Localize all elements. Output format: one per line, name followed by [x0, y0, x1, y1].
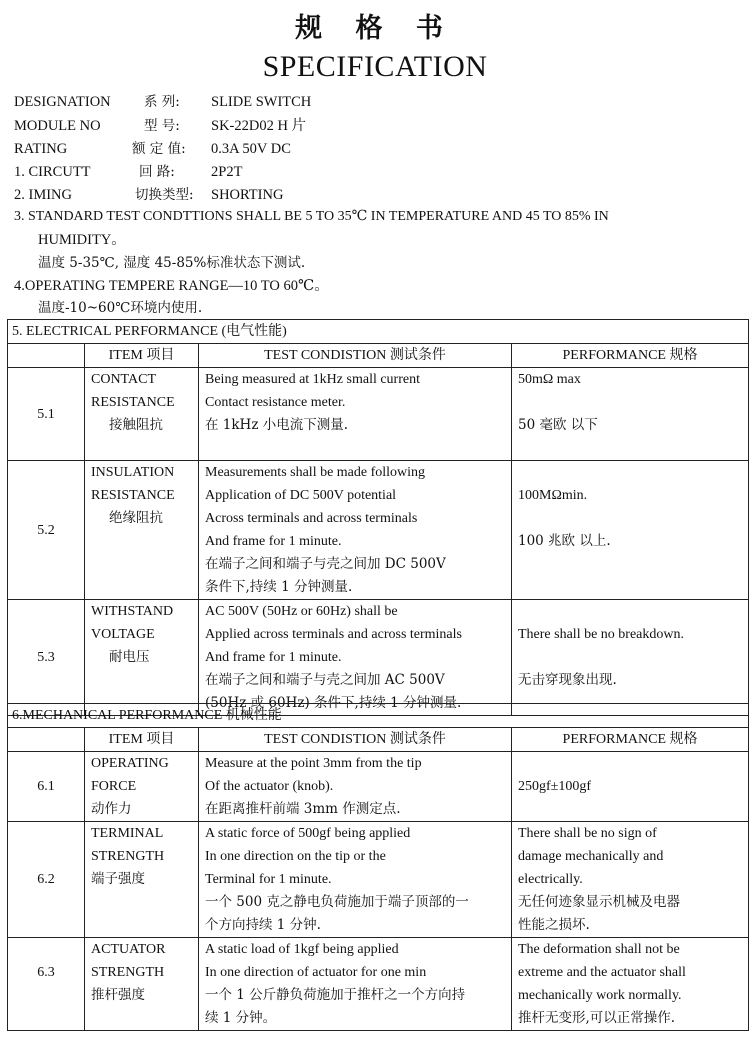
designation-value: SLIDE SWITCH	[211, 94, 312, 110]
performance-text: 250gf±100gf	[518, 779, 592, 794]
performance-cell	[512, 368, 749, 461]
item-text-cn: 绝缘阻抗	[109, 510, 163, 526]
header-item: ITEM 项目	[85, 344, 199, 368]
operating-temp-cn: 温度-10~60℃环境内使用.	[38, 300, 203, 316]
electrical-performance-table	[7, 319, 749, 716]
condition-cell	[199, 368, 512, 461]
document-title-cn: 规 格 书	[295, 13, 455, 44]
document-title-en: SPECIFICATION	[262, 50, 488, 83]
performance-text: damage mechanically and	[518, 849, 664, 864]
performance-cell	[512, 752, 749, 822]
row-number: 5.2	[8, 461, 85, 600]
condition-text: A static load of 1kgf being applied	[205, 942, 399, 957]
circuit-cn-label: 回 路:	[139, 164, 175, 180]
circuit-label: 1. CIRCUTT	[14, 164, 91, 180]
condition-text-cn: 在距离推杆前端 3mm 作测定点.	[205, 801, 401, 817]
performance-text-cn: 无击穿现象出现.	[518, 672, 617, 688]
condition-text: Measure at the point 3mm from the tip	[205, 756, 422, 771]
mechanical-section-title: 6.MECHANICAL PERFORMANCE 机械性能	[8, 704, 749, 728]
table-header-row	[8, 728, 749, 752]
row-number: 6.3	[8, 938, 85, 1031]
circuit-value: 2P2T	[211, 164, 243, 180]
module-value: SK-22D02 H 片	[211, 118, 307, 134]
item-text-cn: 动作力	[91, 801, 132, 817]
table-row	[8, 368, 749, 461]
condition-text: AC 500V (50Hz or 60Hz) shall be	[205, 604, 398, 619]
rating-value: 0.3A 50V DC	[211, 141, 291, 157]
performance-text-cn: 性能之损坏.	[518, 917, 590, 933]
designation-label: DESIGNATION	[14, 94, 111, 110]
performance-cell	[512, 822, 749, 938]
condition-text-cn: 个方向持续 1 分钟.	[205, 917, 321, 933]
item-cell	[85, 368, 199, 461]
item-text: RESISTANCE	[91, 395, 175, 410]
condition-cell	[199, 600, 512, 716]
header-item: ITEM 项目	[85, 728, 199, 752]
performance-cell	[512, 461, 749, 600]
item-text: FORCE	[91, 779, 137, 794]
condition-text-cn: 条件下,持续 1 分钟测量.	[205, 579, 353, 595]
test-conditions-line-2: HUMIDITY。	[38, 232, 126, 248]
item-text-cn: 端子强度	[91, 871, 145, 887]
condition-text: Terminal for 1 minute.	[205, 872, 332, 887]
condition-text-cn: 续 1 分钟。	[205, 1010, 277, 1026]
condition-text: Application of DC 500V potential	[205, 488, 397, 503]
table-row	[8, 752, 749, 822]
performance-text: mechanically work normally.	[518, 988, 682, 1003]
header-condition: TEST CONDISTION 测试条件	[199, 344, 512, 368]
module-label: MODULE NO	[14, 118, 101, 134]
header-num	[8, 344, 85, 368]
condition-text: Applied across terminals and across terminals	[205, 627, 462, 642]
item-cell	[85, 938, 199, 1031]
performance-cell	[512, 938, 749, 1031]
table-header-row	[8, 344, 749, 368]
mechanical-performance-table	[7, 703, 749, 1031]
item-text: STRENGTH	[91, 965, 165, 980]
item-text: STRENGTH	[91, 849, 165, 864]
condition-text: And frame for 1 minute.	[205, 650, 342, 665]
condition-cell	[199, 752, 512, 822]
performance-text: extreme and the actuator shall	[518, 965, 686, 980]
performance-text-cn: 100 兆欧 以上.	[518, 533, 611, 549]
condition-text: In one direction on the tip or the	[205, 849, 386, 864]
performance-text: 100MΩmin.	[518, 488, 588, 503]
item-cell	[85, 600, 199, 716]
item-text: VOLTAGE	[91, 627, 155, 642]
timing-value: SHORTING	[211, 187, 284, 203]
module-cn-label: 型 号:	[144, 118, 180, 134]
performance-text: 50mΩ max	[518, 372, 581, 387]
table-row	[8, 461, 749, 600]
performance-text-cn: 推杆无变形,可以正常操作.	[518, 1010, 676, 1026]
item-cell	[85, 752, 199, 822]
table-row	[8, 938, 749, 1031]
timing-cn-label: 切换类型:	[135, 187, 194, 203]
condition-cell	[199, 938, 512, 1031]
item-text-cn: 耐电压	[109, 649, 150, 665]
performance-text-cn: 无任何迹象显示机械及电器	[518, 894, 680, 910]
rating-cn-label: 额 定 值:	[132, 141, 186, 157]
table-row	[8, 822, 749, 938]
condition-text: In one direction of actuator for one min	[205, 965, 427, 980]
test-conditions-line: 3. STANDARD TEST CONDTTIONS SHALL BE 5 TO 35℃ IN TEMPERATURE AND 45 TO 85% IN	[14, 209, 609, 224]
row-number: 6.2	[8, 822, 85, 938]
operating-temp-line: 4.OPERATING TEMPERE RANGE—10 TO 60℃。	[14, 278, 329, 294]
condition-text-cn: (50Hz 或 60Hz) 条件下,持续 1 分钟测量.	[205, 695, 462, 711]
condition-text: Measurements shall be made following	[205, 465, 426, 480]
rating-label: RATING	[14, 141, 68, 157]
item-text: WITHSTAND	[91, 604, 174, 619]
row-number: 5.1	[8, 368, 85, 461]
item-text: ACTUATOR	[91, 942, 166, 957]
performance-text: There shall be no sign of	[518, 826, 657, 841]
electrical-section-title: 5. ELECTRICAL PERFORMANCE (电气性能)	[8, 320, 749, 344]
performance-text: electrically.	[518, 872, 583, 887]
item-text: TERMINAL	[91, 826, 164, 841]
item-cell	[85, 461, 199, 600]
condition-text-cn: 一个 500 克之静电负荷施加于端子顶部的一	[205, 894, 469, 910]
condition-cell	[199, 461, 512, 600]
test-conditions-cn: 温度 5-35℃, 湿度 45-85%标准状态下测试.	[38, 255, 306, 271]
condition-text: Of the actuator (knob).	[205, 779, 334, 794]
table-row	[8, 600, 749, 716]
condition-text: A static force of 500gf being applied	[205, 826, 411, 841]
condition-cell	[199, 822, 512, 938]
condition-text-cn: 一个 1 公斤静负荷施加于推杆之一个方向持	[205, 987, 466, 1003]
timing-label: 2. IMING	[14, 187, 72, 203]
condition-text: Contact resistance meter.	[205, 395, 346, 410]
item-text: CONTACT	[91, 372, 156, 387]
item-text-cn: 推杆强度	[91, 987, 145, 1003]
item-cell	[85, 822, 199, 938]
item-text: OPERATING	[91, 756, 169, 771]
condition-text: And frame for 1 minute.	[205, 534, 342, 549]
item-text-cn: 接触阻抗	[109, 417, 163, 433]
condition-text: Across terminals and across terminals	[205, 511, 418, 526]
row-number: 6.1	[8, 752, 85, 822]
header-performance: PERFORMANCE 规格	[512, 728, 749, 752]
row-number: 5.3	[8, 600, 85, 716]
header-condition: TEST CONDISTION 测试条件	[199, 728, 512, 752]
condition-text-cn: 在 1kHz 小电流下测量.	[205, 417, 349, 433]
performance-text-cn: 50 毫欧 以下	[518, 417, 598, 433]
item-text: RESISTANCE	[91, 488, 175, 503]
header-num	[8, 728, 85, 752]
performance-text: The deformation shall not be	[518, 942, 680, 957]
designation-cn-label: 系 列:	[144, 94, 180, 110]
condition-text: Being measured at 1kHz small current	[205, 372, 420, 387]
condition-text-cn: 在端子之间和端子与壳之间加 AC 500V	[205, 672, 445, 688]
performance-cell	[512, 600, 749, 716]
condition-text-cn: 在端子之间和端子与壳之间加 DC 500V	[205, 556, 446, 572]
header-performance: PERFORMANCE 规格	[512, 344, 749, 368]
performance-text: There shall be no breakdown.	[518, 627, 684, 642]
item-text: INSULATION	[91, 465, 175, 480]
